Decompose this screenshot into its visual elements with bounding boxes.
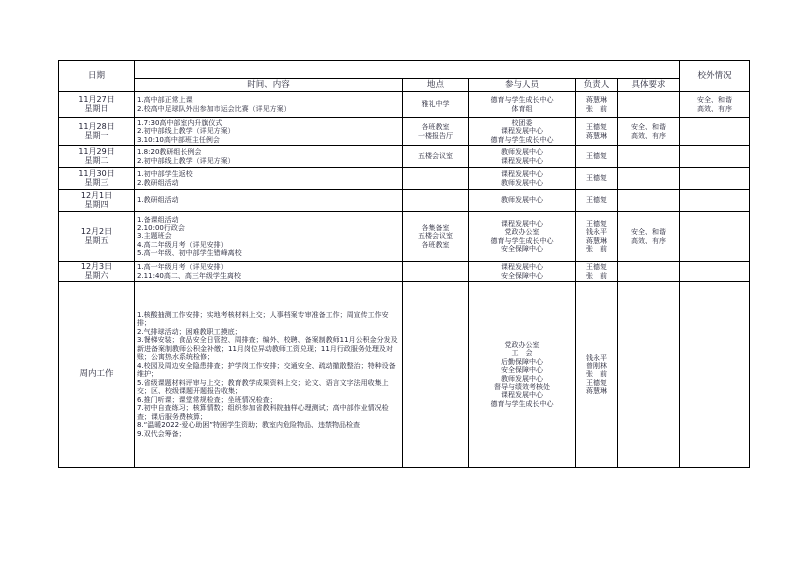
table-row (59, 190, 750, 212)
content-cell (135, 92, 403, 118)
week-work-label: 周内工作 (59, 282, 135, 468)
location-cell (403, 146, 469, 168)
participant-line: 体育组 (511, 104, 533, 113)
date-line: 星期一 (84, 130, 109, 140)
leader-line: 王德复 (586, 219, 607, 228)
content-cell (135, 212, 403, 262)
leader-header: 负责人 (576, 79, 618, 92)
leader-line: 王德复 (586, 263, 607, 272)
leader-cell (576, 118, 618, 146)
leader-cell (576, 262, 618, 282)
week-work-line: 2.气排球活动；困难教职工摸底； (137, 327, 242, 336)
content-cell (135, 168, 403, 190)
participant-line: 课程发展中心 (501, 170, 543, 179)
leader-line: 张 前 (586, 104, 607, 113)
requirements-cell (618, 262, 680, 282)
external-header: 校外情况 (680, 61, 750, 92)
content-cell (135, 262, 403, 282)
leader-line: 王德复 (586, 378, 607, 387)
week-work-content (135, 282, 403, 468)
week-work-line: 9.双代会筹备； (137, 429, 186, 438)
date-cell (59, 262, 135, 282)
schedule-rows (59, 92, 750, 282)
external-cell (680, 212, 750, 262)
content-line: 1.8:20教研组长例会 (137, 148, 202, 157)
requirements-cell (618, 118, 680, 146)
week-work-leader (576, 282, 618, 468)
location-line: 各班教室 (421, 240, 450, 249)
requirements-cell (618, 168, 680, 190)
external-cell (680, 146, 750, 168)
participant-line: 党政办公室 (504, 340, 540, 349)
week-work-line: 1.核酸抽测工作安排；实地考核材料上交；人事档案专审准备工作；周宣传工作安排； (137, 310, 389, 328)
requirements-cell (618, 92, 680, 118)
location-line: 各班教室 (421, 123, 450, 132)
date-cell (59, 146, 135, 168)
participant-line: 后勤保障中心 (501, 357, 543, 366)
location-cell (403, 212, 469, 262)
participants-cell (469, 146, 576, 168)
content-line: 2.教研组活动 (137, 178, 179, 187)
content-line: 1.备课组活动 (137, 215, 179, 224)
requirements-cell (618, 212, 680, 262)
date-line: 11月28日 (78, 122, 115, 132)
content-cell (135, 190, 403, 212)
location-line: 各集备室 (421, 223, 450, 232)
content-line: 1.初中部学生返校 (137, 170, 193, 179)
requirement-line: 安全、和谐 (631, 228, 666, 237)
leader-line: 王德复 (586, 123, 607, 132)
participant-line: 课程发展中心 (501, 156, 543, 165)
participants-cell (469, 190, 576, 212)
leader-line: 蒋慧琳 (586, 131, 607, 140)
content-line: 1.高一年级月考（详见安排） (137, 263, 228, 272)
content-cell (135, 118, 403, 146)
leader-line: 曾刚林 (586, 361, 607, 370)
date-line: 星期三 (84, 177, 109, 187)
participant-line: 德育与学生成长中心 (490, 399, 554, 408)
weekly-schedule-table (58, 60, 750, 468)
week-work-line: 6.推门听课；课堂常规检查；坐班情况检查； (137, 395, 277, 404)
leader-line: 钱永平 (586, 353, 607, 362)
leader-line: 张 前 (586, 271, 607, 280)
location-cell (403, 92, 469, 118)
date-cell (59, 168, 135, 190)
participants-header: 参与人员 (469, 79, 576, 92)
content-line: 1.教研组活动 (137, 196, 179, 205)
location-line: 五楼会议室 (418, 152, 453, 161)
content-line: 1.高中部正常上课 (137, 96, 193, 105)
participants-cell (469, 92, 576, 118)
external-cell (680, 262, 750, 282)
requirements-header: 具体要求 (618, 79, 680, 92)
external-line: 高效、有序 (697, 104, 732, 113)
participant-line: 德育与学生成长中心 (490, 135, 554, 144)
date-line: 12月3日 (80, 262, 113, 272)
external-line: 安全、和谐 (697, 96, 732, 105)
leader-line: 钱永平 (586, 228, 607, 237)
date-line: 11月30日 (78, 169, 115, 179)
header-spacer (135, 61, 680, 79)
content-cell (135, 146, 403, 168)
content-line: 2.初中部线上教学（详见方案） (137, 127, 235, 136)
date-line: 星期六 (84, 270, 109, 280)
participant-line: 课程发展中心 (501, 127, 543, 136)
week-work-line: 4.校园及周边安全隐患排查；护学岗工作安排；交通安全、疏动撤散整治；特种设备维护； (137, 361, 396, 379)
week-work-line: 5.省级课题材料评审与上交；教育教学成果资料上交；论文、语言文字法用收集上交；区、校级课题开题报告收集； (137, 378, 389, 396)
location-cell (403, 168, 469, 190)
date-line: 星期日 (84, 103, 109, 113)
date-line: 星期四 (84, 199, 109, 209)
participant-line: 党政办公室 (504, 228, 540, 237)
content-line: 4.高二年级月考（详见安排） (137, 240, 228, 249)
location-cell (403, 262, 469, 282)
participant-line: 教师发展中心 (501, 374, 543, 383)
leader-cell (576, 212, 618, 262)
leader-line: 王德复 (586, 174, 607, 183)
external-cell (680, 92, 750, 118)
content-line: 2.11:40高二、高三年级学生离校 (137, 271, 241, 280)
requirement-line: 高效、有序 (631, 236, 666, 245)
location-cell (403, 190, 469, 212)
participant-line: 安全保障中心 (501, 244, 543, 253)
leader-line: 张 前 (586, 244, 607, 253)
leader-line: 蒋慧琳 (586, 96, 607, 105)
location-line: 一楼报告厅 (418, 131, 453, 140)
location-line: 雅礼中学 (421, 100, 450, 109)
date-line: 12月1日 (80, 191, 113, 201)
leader-line: 蒋慧琳 (586, 387, 607, 396)
location-cell (403, 118, 469, 146)
table-row (59, 212, 750, 262)
content-line: 2.10:00行政会 (137, 223, 185, 232)
external-cell (680, 190, 750, 212)
leader-line: 王德复 (586, 152, 607, 161)
participant-line: 课程发展中心 (501, 219, 543, 228)
week-work-line: 8.“温暖2022·爱心助困”特困学生资助；教室内危险物品、违禁物品检查 (137, 421, 360, 430)
leader-cell (576, 168, 618, 190)
date-cell (59, 190, 135, 212)
participant-line: 教师发展中心 (501, 148, 543, 157)
table-row (59, 168, 750, 190)
participant-line: 教师发展中心 (501, 178, 543, 187)
leader-line: 蒋慧琳 (586, 236, 607, 245)
table-row (59, 118, 750, 146)
content-line: 5.高一年级、初中部学生错峰离校 (137, 249, 242, 258)
leader-cell (576, 146, 618, 168)
table-row (59, 146, 750, 168)
requirements-cell (618, 190, 680, 212)
table-row (59, 262, 750, 282)
date-line: 12月2日 (80, 227, 113, 237)
date-cell (59, 118, 135, 146)
content-line: 2.校高中足球队外出参加市运会比赛（详见方案） (137, 104, 291, 113)
week-work-requirements (618, 282, 680, 468)
requirements-cell (618, 146, 680, 168)
requirement-line: 安全、和谐 (631, 123, 666, 132)
participant-line: 工 会 (511, 349, 533, 358)
week-work-external (680, 282, 750, 468)
content-line: 1.7:30高中部室内升旗仪式 (137, 118, 223, 127)
content-line: 3.主题班会 (137, 232, 172, 241)
participant-line: 课程发展中心 (501, 391, 543, 400)
date-line: 星期五 (84, 235, 109, 245)
time-content-header: 时间、内容 (135, 79, 403, 92)
participant-line: 教师发展中心 (501, 196, 543, 205)
participant-line: 安全保障中心 (501, 366, 543, 375)
participants-cell (469, 262, 576, 282)
participant-line: 督导与绩效考核处 (494, 382, 550, 391)
date-line: 11月27日 (78, 95, 115, 105)
leader-line: 张 前 (586, 370, 607, 379)
participants-cell (469, 118, 576, 146)
location-line: 五楼会议室 (418, 232, 453, 241)
table-row (59, 92, 750, 118)
leader-cell (576, 190, 618, 212)
date-header: 日期 (59, 61, 135, 92)
participant-line: 德育与学生成长中心 (490, 236, 554, 245)
week-work-line: 3.餐梯安装；食品安全日管控、周排查；编外、校聘、备案制教师11月公积金分发及新进备案制教师公积金补缴；11月岗位异动教师工资兑现；11月行政服务处理及对账；公寓热水系统检修； (137, 336, 398, 362)
location-header: 地点 (403, 79, 469, 92)
week-work-line: 7.初中自查练习；核算情数；组织参加省教科院抽样心理测试；高中部作业情况检查；课后服务费核算； (137, 404, 389, 421)
requirement-line: 高效、有序 (631, 131, 666, 140)
date-line: 星期二 (84, 155, 109, 165)
participants-cell (469, 168, 576, 190)
week-work-location (403, 282, 469, 468)
external-cell (680, 118, 750, 146)
leader-line: 王德复 (586, 196, 607, 205)
date-cell (59, 212, 135, 262)
content-line: 2.初中部线上教学（详见方案） (137, 156, 235, 165)
leader-cell (576, 92, 618, 118)
participant-line: 德育与学生成长中心 (490, 96, 554, 105)
date-line: 11月29日 (78, 147, 115, 157)
participants-cell (469, 212, 576, 262)
week-work-participants (469, 282, 576, 468)
content-line: 3.10:10高中部班主任例会 (137, 135, 220, 144)
participant-line: 安全保障中心 (501, 271, 543, 280)
external-cell (680, 168, 750, 190)
date-cell (59, 92, 135, 118)
participant-line: 课程发展中心 (501, 263, 543, 272)
participant-line: 校团委 (511, 118, 533, 127)
